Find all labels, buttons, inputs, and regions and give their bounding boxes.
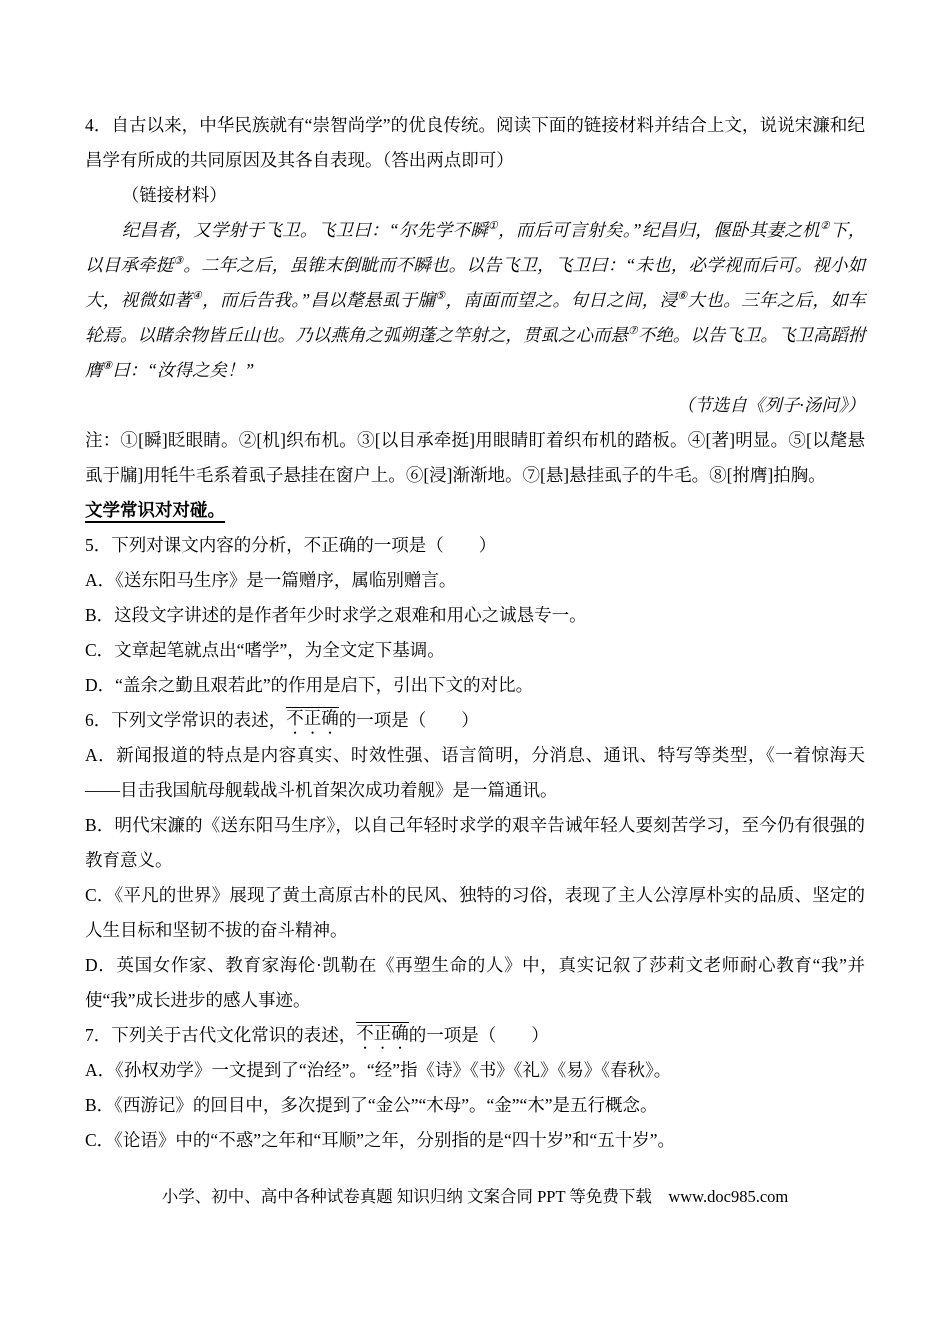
- question-7-option-a: A．《孙权劝学》一文提到了“治经”。“经”指《诗》《书》《礼》《易》《春秋》。: [85, 1060, 672, 1080]
- question-4-stem: 4．自古以来，中华民族就有“崇智尚学”的优良传统。阅读下面的链接材料并结合上文，说说宋濂和纪昌学有所成的共同原因及其各自表现。（答出两点即可）: [85, 115, 865, 170]
- question-5-option-d: D．“盖余之勤且艰若此”的作用是启下，引出下文的对比。: [85, 675, 534, 695]
- document-content: [85, 108, 865, 1158]
- question-6-stem-pre: 6．下列文学常识的表述，: [85, 710, 287, 730]
- question-7-stem-post: 的一项是（ ）: [408, 1025, 549, 1045]
- link-material-label: （链接材料）: [121, 185, 227, 205]
- question-5-option-a: A．《送东阳马生序》是一篇赠序，属临别赠言。: [85, 570, 457, 590]
- question-7-option-b: B．《西游记》的回目中，多次提到了“金公”“木母”。“金”“木”是五行概念。: [85, 1095, 658, 1115]
- question-7-stem-pre: 7．下列关于古代文化常识的表述，: [85, 1025, 357, 1045]
- question-6-stem: [85, 703, 865, 738]
- question-6-option-b: B．明代宋濂的《送东阳马生序》，以自己年轻时求学的艰辛告诫年轻人要刻苦学习，至今仍有很强的教育意义。: [85, 815, 865, 870]
- question-6-stem-post: 的一项是（ ）: [338, 710, 479, 730]
- question-5-option-c: C．文章起笔就点出“嗜学”，为全文定下基调。: [85, 640, 445, 660]
- passage-source: （节选自《列子·汤问》）: [676, 395, 865, 415]
- question-5-stem: 5．下列对课文内容的分析，不正确的一项是（ ）: [85, 535, 497, 555]
- question-7-stem-emphasis: 不正确: [356, 1022, 409, 1053]
- section-heading: 文学常识对对碰。: [85, 500, 225, 520]
- question-7-option-c: C．《论语》中的“不惑”之年和“耳顺”之年，分别指的是“四十岁”和“五十岁”。: [85, 1130, 676, 1150]
- question-6-option-d: D．英国女作家、教育家海伦·凯勒在《再塑生命的人》中，真实记叙了莎莉文老师耐心教育“我”并使“我”成长进步的感人事迹。: [85, 955, 865, 1010]
- question-7-stem: [85, 1018, 865, 1053]
- question-6-option-a: A．新闻报道的特点是内容真实、时效性强、语言简明，分消息、通讯、特写等类型，《一着惊海天——目击我国航母舰载战斗机首架次成功着舰》是一篇通讯。: [85, 745, 865, 800]
- question-6-option-c: C．《平凡的世界》展现了黄土高原古朴的民风、独特的习俗，表现了主人公淳厚朴实的品质、坚定的人生目标和坚韧不拔的奋斗精神。: [85, 885, 865, 940]
- question-5-option-b: B．这段文字讲述的是作者年少时求学之艰难和用心之诚恳专一。: [85, 605, 587, 625]
- passage-text: 纪昌者，又学射于飞卫。飞卫曰：“尔先学不瞬①，而后可言射矣。”纪昌归，偃卧其妻之机②下，以目承牵挺③。二年之后，虽锥末倒眦而不瞬也。以告飞卫，飞卫曰：“未也，必学视而后可。视小如大，视微如著④，而后告我。”昌以氂悬虱于牖⑤，南面而望之。旬日之间，浸⑥大也。三年之后，如车轮焉。以睹余物皆丘山也。乃以燕角之弧朔蓬之竿射之，贯虱之心而悬⑦不绝。以告飞卫。飞卫高蹈拊膺⑧曰：“汝得之矣！”: [85, 220, 866, 380]
- footer-promo: 小学、初中、高中各种试卷真题 知识归纳 文案合同 PPT 等免费下载 www.doc985.com: [161, 1187, 789, 1206]
- passage-notes: 注：①[瞬]眨眼睛。②[机]织布机。③[以目承牵挺]用眼睛盯着织布机的踏板。④[著]明显。⑤[以氂悬虱于牖]用牦牛毛系着虱子悬挂在窗户上。⑥[浸]渐渐地。⑦[悬]悬挂虱子的牛毛。⑧[拊膺]拍胸。: [85, 430, 865, 485]
- question-6-stem-emphasis: 不正确: [286, 707, 339, 738]
